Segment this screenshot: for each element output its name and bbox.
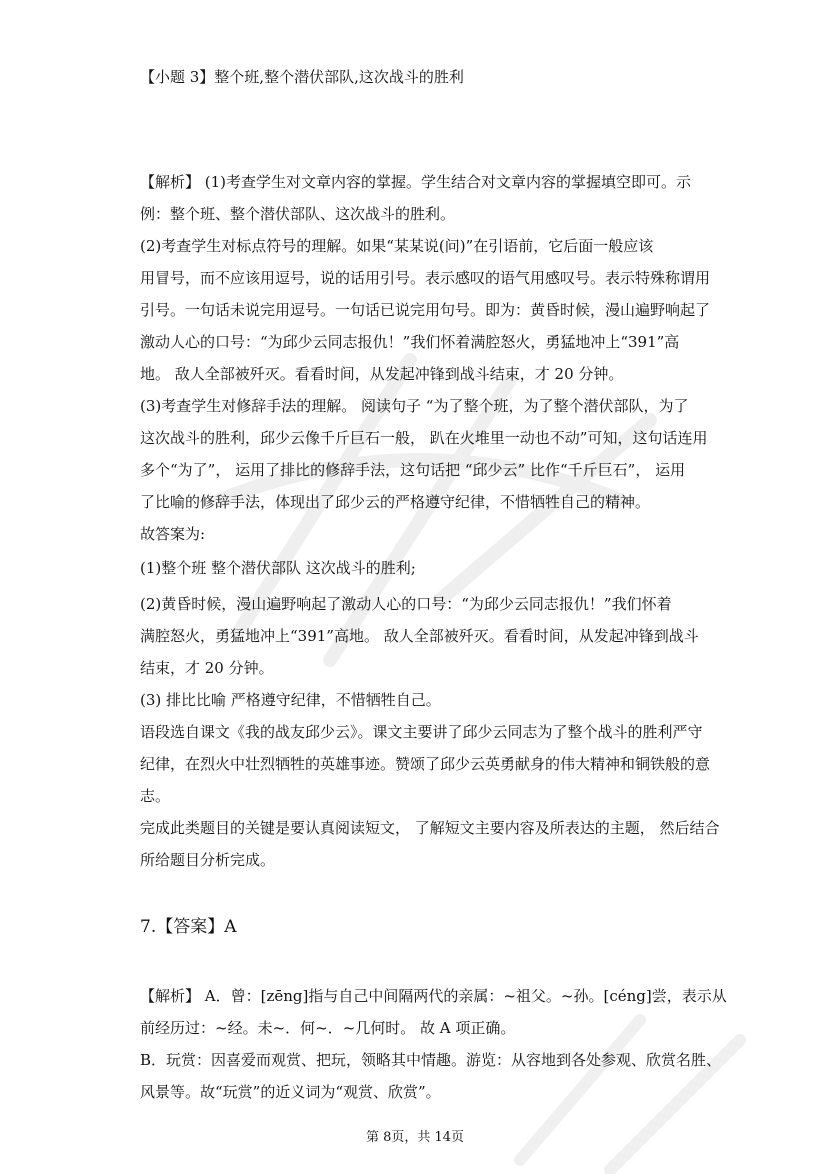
analysis-line: (2)考查学生对标点符号的理解。如果“某某说(问)”在引语前，它后面一般应该	[140, 237, 654, 255]
answer-line: 满腔怒火，勇猛地冲上“391”高地。 敌人全部被歼灭。看看时间，从发起冲锋到战斗	[140, 627, 699, 645]
analysis-line: 例：整个班、整个潜伏部队、这次战斗的胜利。	[140, 205, 456, 223]
question-7-analysis: 【解析】 A．曾：[zēng]指与自己中间隔两代的亲属：~祖父。~孙。[céng]尝，表示从	[140, 987, 727, 1005]
analysis-line: (3)考查学生对修辞手法的理解。 阅读句子 “为了整个班，为了整个潜伏部队，为了	[140, 397, 689, 415]
summary-line: 所给题目分析完成。	[140, 851, 276, 869]
page-number: 第 8页，共 14页	[365, 1130, 465, 1145]
subquestion-3-answer: 【小题 3】整个班,整个潜伏部队,这次战斗的胜利	[140, 68, 464, 86]
summary-line: 志。	[140, 787, 171, 805]
answer-heading: 故答案为:	[140, 525, 206, 543]
summary-line: 语段选自课文《我的战友邱少云》。课文主要讲了邱少云同志为了整个战斗的胜利严守	[140, 723, 703, 741]
summary-line: 完成此类题目的关键是要认真阅读短文， 了解短文主要内容及所表达的主题， 然后结合	[140, 819, 720, 837]
question-7-analysis: B．玩赏：因喜爱而观赏、把玩，领略其中情趣。游览：从容地到各处参观、欣赏名胜、	[140, 1051, 722, 1069]
analysis-line: 地。 敌人全部被歼灭。看看时间，从发起冲锋到战斗结束，才 20 分钟。	[140, 365, 624, 383]
question-7-analysis: 前经历过：~经。未~．何~．~几何时。 故 A 项正确。	[140, 1019, 516, 1037]
summary-line: 纪律，在烈火中壮烈牺牲的英雄事迹。赞颂了邱少云英勇献身的伟大精神和铜铁般的意	[140, 755, 711, 773]
answer-line: (2)黄昏时候，漫山遍野响起了激动人心的口号：“为邱少云同志报仇！”我们怀着	[140, 595, 672, 613]
analysis-line: 多个“为了”， 运用了排比的修辞手法，这句话把 “邱少云” 比作“千斤巨石”， 运用	[140, 461, 686, 479]
analysis-line: 激动人心的口号：“为邱少云同志报仇！”我们怀着满腔怒火，勇猛地冲上“391”高	[140, 333, 680, 351]
answer-line: 结束，才 20 分钟。	[140, 659, 274, 677]
analysis-line: 引号。一句话未说完用逗号。一句话已说完用句号。即为：黄昏时候，漫山遍野响起了	[140, 301, 711, 319]
analysis-line: 了比喻的修辞手法，体现出了邱少云的严格遵守纪律，不惜牺牲自己的精神。	[140, 493, 651, 511]
analysis-line: 这次战斗的胜利，邱少云像千斤巨石一般， 趴在火堆里一动也不动”可知，这句话连用	[140, 429, 708, 447]
analysis-line: 用冒号，而不应该用逗号，说的话用引号。表示感叹的语气用感叹号。表示特殊称谓用	[140, 269, 711, 287]
analysis-line: 【解析】 (1)考查学生对文章内容的掌握。学生结合对文章内容的掌握填空即可。示	[140, 173, 692, 191]
question-7-analysis: 风景等。故“玩赏”的近义词为“观赏、欣赏”。	[140, 1083, 441, 1101]
answer-line: (1)整个班 整个潜伏部队 这次战斗的胜利;	[140, 559, 416, 577]
question-7-answer: 7.【答案】A	[140, 917, 237, 937]
answer-line: (3) 排比比喻 严格遵守纪律，不惜牺牲自己。	[140, 691, 441, 709]
